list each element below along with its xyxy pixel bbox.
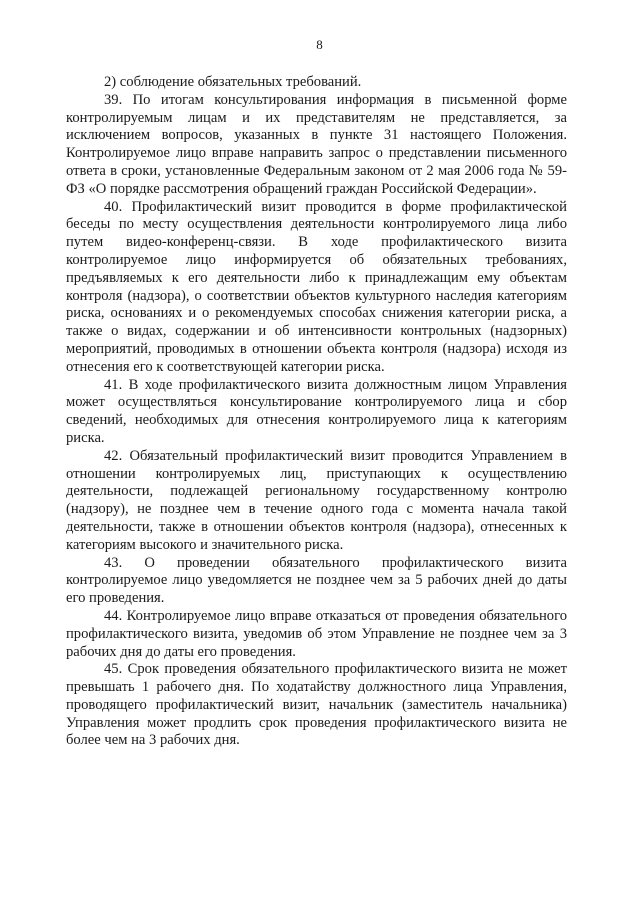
paragraph-44: 44. Контролируемое лицо вправе отказаться от проведения обязательного профилактического визита, уведомив об этом Управление не позднее чем за 3 рабочих дня до даты его проведения. [66, 607, 567, 660]
paragraph-45: 45. Срок проведения обязательного профилактического визита не может превышать 1 рабочего дня. По ходатайству должностного лица Управления, проводящего профилактический визит, начальник (заместитель начальника) Управления может продлить срок проведения профилактического визита не более чем на 3 рабочих дня. [66, 661, 567, 749]
paragraph-item-2: 2) соблюдение обязательных требований. [104, 74, 362, 90]
document-body [66, 74, 567, 750]
paragraph-43: 43. О проведении обязательного профилактического визита контролируемое лицо уведомляется не позднее чем за 5 рабочих дней до даты его проведения. [66, 554, 567, 607]
paragraph-42: 42. Обязательный профилактический визит проводится Управлением в отношении контролируемых лиц, приступающих к осуществлению деятельности, подлежащей региональному государственному контролю (надзору), не позднее чем в течение одного года с момента начала такой деятельности, также в отношении объектов контроля (надзора), отнесенных к категориям высокого и значительного риска. [66, 447, 567, 553]
paragraph-41: 41. В ходе профилактического визита должностным лицом Управления может осуществляться консультирование контролируемого лица и сбор сведений, необходимых для отнесения контролируемого лица к категориям риска. [66, 376, 567, 446]
page-number: 8 [316, 37, 323, 52]
paragraph-39: 39. По итогам консультирования информация в письменной форме контролируемым лицам и их представителям не представляется, за исключением вопросов, указанных в пункте 31 настоящего Положения. Контролируемое лицо вправе направить запрос о представлении письменного ответа в сроки, установленные Федеральным законом от 2 мая 2006 года № 59-ФЗ «О порядке рассмотрения обращений граждан Российской Федерации». [66, 91, 567, 197]
paragraph-40: 40. Профилактический визит проводится в форме профилактической беседы по месту осуществления деятельности контролируемого лица либо путем видео-конференц-связи. В ходе профилактического визита контролируемое лицо информируется об обязательных требованиях, предъявляемых к его деятельности либо к принадлежащим ему объектам контроля (надзора), о соответствии объектов культурного наследия категориям риска, основаниях и о рекомендуемых способах снижения категории риска, а также о видах, содержании и об интенсивности контрольных (надзорных) мероприятий, проводимых в отношении объекта контроля (надзора) исходя из отнесения его к соответствующей категории риска. [66, 198, 567, 375]
